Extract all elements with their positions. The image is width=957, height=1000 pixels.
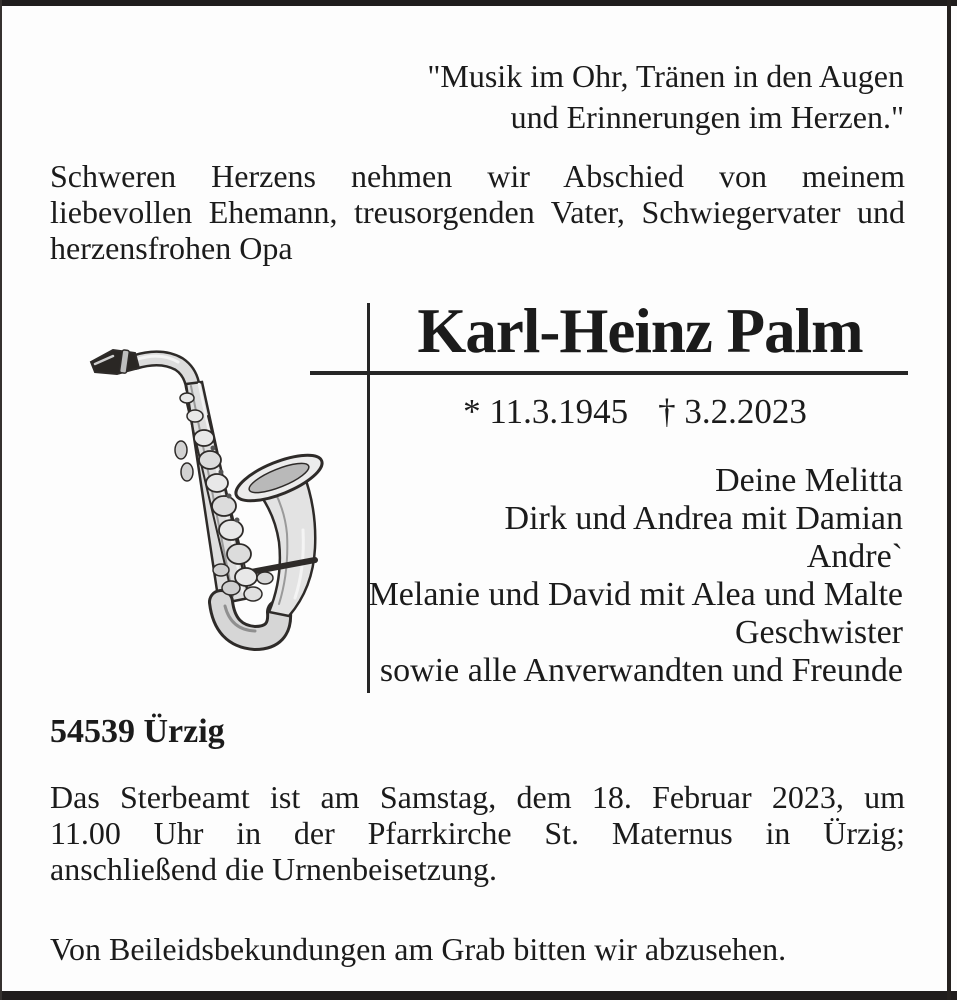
- mourner-line: Andre`: [806, 538, 903, 575]
- mourners-list: [369, 462, 903, 690]
- service-paragraph: [50, 779, 905, 887]
- quote-line-1: "Musik im Ohr, Tränen in den Augen: [427, 58, 904, 94]
- location-line: 54539 Ürzig: [50, 713, 225, 750]
- death-date: † 3.2.2023: [658, 392, 807, 431]
- deceased-name: Karl-Heinz Palm: [417, 296, 863, 366]
- border-top: [0, 0, 957, 6]
- border-right: [947, 0, 951, 1000]
- mourner-line: sowie alle Anverwandten und Freunde: [379, 652, 903, 689]
- condolence-note: Von Beileidsbekundungen am Grab bitten wir abzusehen.: [50, 931, 787, 967]
- mourner-line: Dirk und Andrea mit Damian: [504, 500, 903, 537]
- mourner-line: Deine Melitta: [715, 462, 903, 499]
- life-dates: [380, 392, 890, 432]
- intro-line-1: Schweren Herzens nehmen wir Abschied von meinem: [50, 158, 905, 194]
- mourner-line: Geschwister: [734, 614, 903, 651]
- service-line-2: 11.00 Uhr in der Pfarrkirche St. Maternus in Ürzig;: [50, 815, 905, 851]
- border-left: [0, 0, 2, 1000]
- memorial-quote: [427, 56, 904, 138]
- border-bottom: [0, 991, 957, 1000]
- intro-line-3: herzensfrohen Opa: [50, 230, 293, 266]
- service-line-3: anschließend die Urnenbeisetzung.: [50, 851, 497, 887]
- divider-horizontal: [310, 371, 908, 375]
- birth-date: * 11.3.1945: [463, 392, 629, 431]
- service-line-1: Das Sterbeamt ist am Samstag, dem 18. Februar 2023, um: [50, 779, 905, 815]
- intro-line-2: liebevollen Ehemann, treusorgenden Vater, Schwiegervater und: [50, 194, 905, 230]
- quote-line-2: und Erinnerungen im Herzen.": [510, 99, 904, 135]
- intro-paragraph: [50, 158, 905, 266]
- mourner-line: Melanie und David mit Alea und Malte: [368, 576, 903, 613]
